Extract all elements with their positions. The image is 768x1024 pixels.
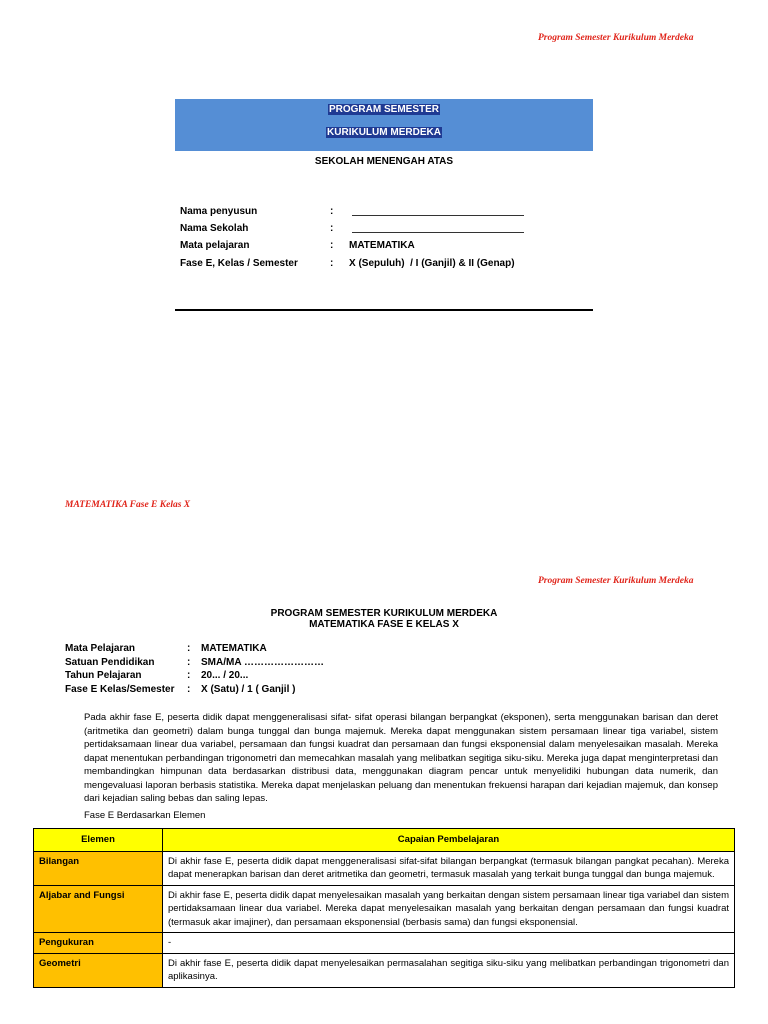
column-header-elemen: Elemen	[34, 829, 163, 852]
table-row	[34, 851, 735, 885]
table-caption: Fase E Berdasarkan Elemen	[84, 810, 206, 821]
field-label: Fase E, Kelas / Semester	[180, 258, 298, 269]
field-value: MATEMATIKA	[349, 240, 415, 251]
cover-field-row	[180, 223, 248, 234]
capaian-table	[33, 828, 735, 988]
capaian-cell: Di akhir fase E, peserta didik dapat menyelesaikan permasalahan segitiga siku-siku yang melibatkan perbandingan trigonometri dan aplikasinya.	[163, 953, 735, 987]
field-separator: :	[330, 223, 334, 234]
field-label: Mata pelajaran	[180, 240, 250, 251]
cover-field-row	[180, 206, 257, 217]
field-value: X (Sepuluh) / I (Ganjil) & II (Genap)	[349, 258, 515, 269]
field-separator: :	[330, 206, 334, 217]
elemen-cell: Bilangan	[34, 851, 163, 885]
field-separator: :	[187, 684, 191, 695]
cover-divider	[175, 309, 593, 311]
elemen-cell: Geometri	[34, 953, 163, 987]
capaian-cell: Di akhir fase E, peserta didik dapat menyelesaikan masalah yang berkaitan dengan sistem persamaan linear tiga variabel dan sistem pertidaksamaan linear dua variabel. Mereka dapat menyelesaikan masalah yang berkaitan dengan persamaan dan fungsi kuadrat (termasuk akar imajiner), dan persamaan eksponensial (berbasis sama) dan fungsi eksponensial.	[163, 885, 735, 933]
field-separator: :	[187, 657, 191, 668]
field-separator: :	[330, 240, 334, 251]
table-header-row	[34, 829, 735, 852]
field-label: Mata Pelajaran	[65, 643, 136, 654]
field-value-blank[interactable]	[352, 206, 524, 219]
table-row	[34, 953, 735, 987]
page-title-line1: PROGRAM SEMESTER KURIKULUM MERDEKA	[270, 608, 498, 619]
capaian-cell: Di akhir fase E, peserta didik dapat menggeneralisasi sifat-sifat bilangan berpangkat (termasuk bilangan pangkat pecahan). Mereka dapat menerapkan barisan dan deret aritmetika dan geometri, termasuk masalah yang terkait bunga tunggal dan bunga majemuk.	[163, 851, 735, 885]
capaian-cell: -	[163, 933, 735, 954]
footer-note: MATEMATIKA Fase E Kelas X	[65, 500, 191, 510]
field-separator: :	[330, 258, 334, 269]
field-label: Nama penyusun	[180, 206, 258, 217]
field-label: Fase E Kelas/Semester	[65, 684, 175, 695]
column-header-capaian: Capaian Pembelajaran	[163, 829, 735, 852]
table-row	[34, 933, 735, 954]
elemen-cell: Aljabar and Fungsi	[34, 885, 163, 933]
header-note: Program Semester Kurikulum Merdeka	[538, 576, 694, 586]
title-banner	[175, 99, 593, 151]
elemen-cell: Pengukuran	[34, 933, 163, 954]
phase-description: Pada akhir fase E, peserta didik dapat menggeneralisasi sifat- sifat operasi bilangan berpangkat (eksponen), serta menggunakan barisan dan deret (aritmetika dan geometri) dalam bunga tunggal dan bunga majemuk. Mereka dapat menggunakan sistem persamaan linear tiga variabel, sistem pertidaksamaan linear dua variabel, persamaan dan fungsi kuadrat dan persamaan dan fungsi eksponensial dalam menyelesaikan masalah. Mereka dapat menentukan perbandingan trigonometri dan memecahkan masalah yang melibatkan segitiga siku-siku. Mereka juga dapat menginterpretasi dan membandingkan himpunan data berdasarkan distribusi data, menggunakan diagram pencar untuk menyelidiki hubungan data numerik, dan mengevaluasi laporan berbasis statistika. Mereka dapat menjelaskan peluang dan menentukan frekuensi harapan dari kejadian majemuk, dan konsep dari kejadian saling bebas dan saling lepas.	[84, 712, 718, 804]
page-title-line2: MATEMATIKA FASE E KELAS X	[309, 619, 459, 630]
field-value-blank[interactable]	[352, 223, 524, 236]
field-value: MATEMATIKA	[201, 643, 267, 654]
banner-title-line1: PROGRAM SEMESTER	[328, 104, 439, 115]
field-separator: :	[187, 670, 191, 681]
field-label: Tahun Pelajaran	[65, 670, 142, 681]
field-label: Nama Sekolah	[180, 223, 249, 234]
table-row	[34, 885, 735, 933]
field-value: 20... / 20...	[201, 670, 249, 681]
school-level-subtitle: SEKOLAH MENENGAH ATAS	[314, 156, 454, 167]
header-note: Program Semester Kurikulum Merdeka	[538, 33, 694, 43]
field-value: SMA/MA ……………………	[201, 657, 324, 668]
banner-title-line2: KURIKULUM MERDEKA	[327, 127, 441, 138]
field-label: Satuan Pendidikan	[65, 657, 155, 668]
field-separator: :	[187, 643, 191, 654]
field-value: X (Satu) / 1 ( Ganjil )	[201, 684, 296, 695]
